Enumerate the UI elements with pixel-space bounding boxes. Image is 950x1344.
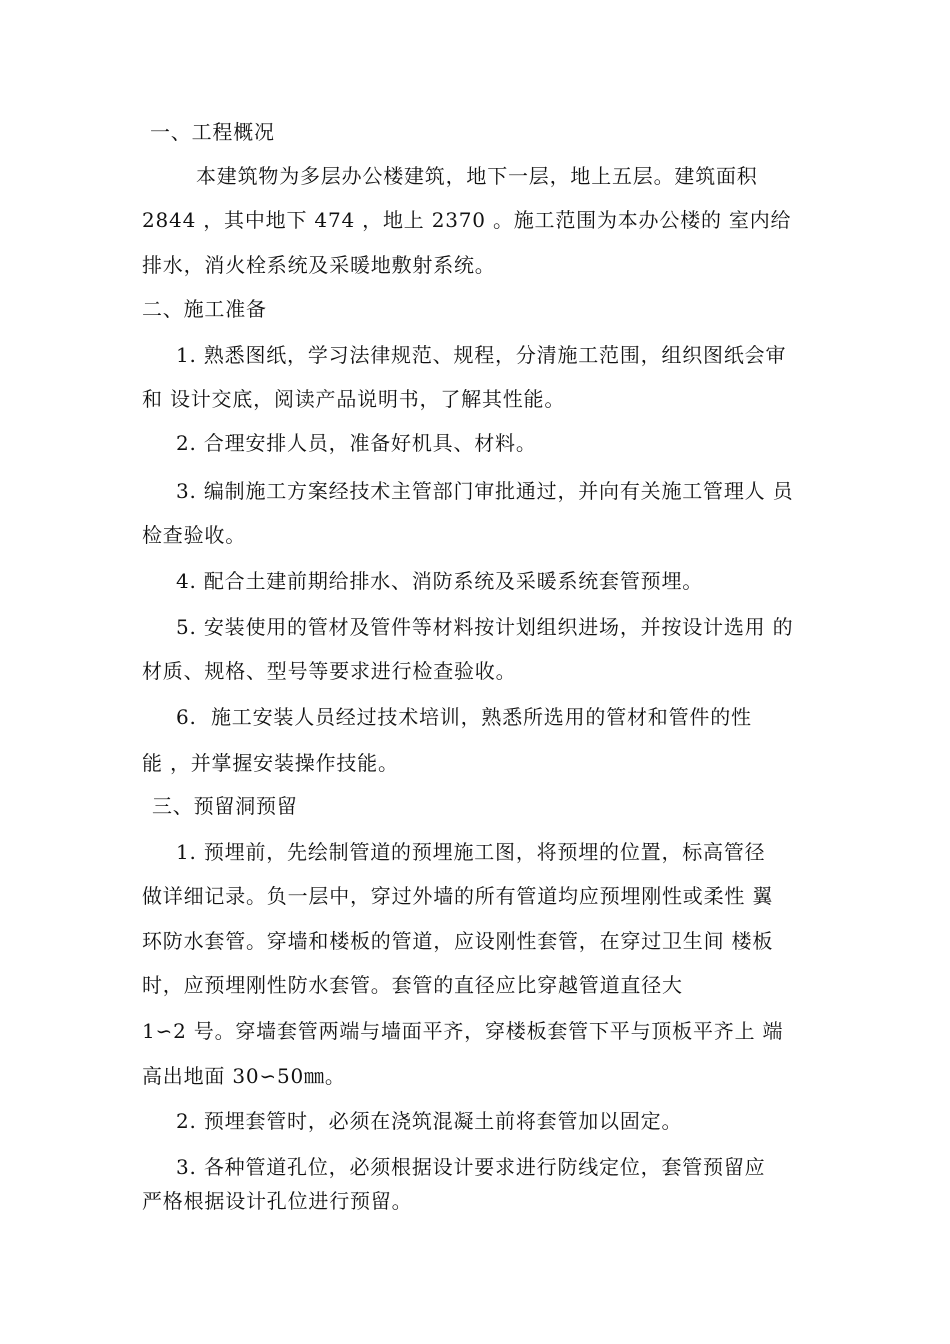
list-item-line: 检查验收。	[142, 523, 246, 547]
list-item-line: 和 设计交底，阅读产品说明书，了解其性能。	[142, 387, 566, 411]
list-item-line: 做详细记录。负一层中，穿过外墙的所有管道均应预埋刚性或柔性 翼	[142, 884, 774, 908]
list-item-line: 3. 编制施工方案经技术主管部门审批通过，并向有关施工管理人 员	[176, 479, 794, 503]
list-item-line: 1. 预埋前，先绘制管道的预埋施工图，将预埋的位置，标高管径	[176, 840, 766, 864]
list-item-line: 4. 配合土建前期给排水、消防系统及采暖系统套管预埋。	[176, 569, 704, 593]
list-item-line: 高出地面 30∽50㎜。	[142, 1064, 346, 1088]
list-item-line: 时，应预埋刚性防水套管。套管的直径应比穿越管道直径大	[142, 973, 683, 997]
list-item-line: 2. 合理安排人员，准备好机具、材料。	[176, 431, 537, 455]
list-item-line: 1. 熟悉图纸，学习法律规范、规程，分清施工范围，组织图纸会审	[176, 343, 787, 367]
list-item-line: 2. 预埋套管时，必须在浇筑混凝土前将套管加以固定。	[176, 1109, 683, 1133]
list-item-line: 严格根据设计孔位进行预留。	[142, 1189, 413, 1213]
section-heading-1: 一、工程概况	[150, 120, 275, 144]
section-1-paragraph-line: 本建筑物为多层办公楼建筑，地下一层，地上五层。建筑面积	[196, 164, 758, 188]
list-item-line: 5. 安装使用的管材及管件等材料按计划组织进场，并按设计选用 的	[176, 615, 794, 639]
section-heading-3: 三、预留洞预留	[152, 794, 298, 818]
list-item-line: 能 ，并掌握安装操作技能。	[142, 751, 399, 775]
section-1-paragraph-line: 排水，消火栓系统及采暖地敷射系统。	[142, 253, 496, 277]
section-heading-2: 二、施工准备	[142, 297, 267, 321]
list-item-line: 环防水套管。穿墙和楼板的管道，应设刚性套管，在穿过卫生间 楼板	[142, 929, 774, 953]
list-item-line: 3. 各种管道孔位，必须根据设计要求进行防线定位，套管预留应	[176, 1155, 766, 1179]
list-item-line: 6. 施工安装人员经过技术培训，熟悉所选用的管材和管件的性	[176, 705, 752, 729]
list-item-line: 材质、规格、型号等要求进行检查验收。	[142, 659, 517, 683]
list-item-line: 1∽2 号。穿墙套管两端与墙面平齐，穿楼板套管下平与顶板平齐上 端	[142, 1019, 784, 1043]
section-1-paragraph-line: 2844 ，其中地下 474 ，地上 2370 。施工范围为本办公楼的 室内给	[142, 208, 792, 232]
